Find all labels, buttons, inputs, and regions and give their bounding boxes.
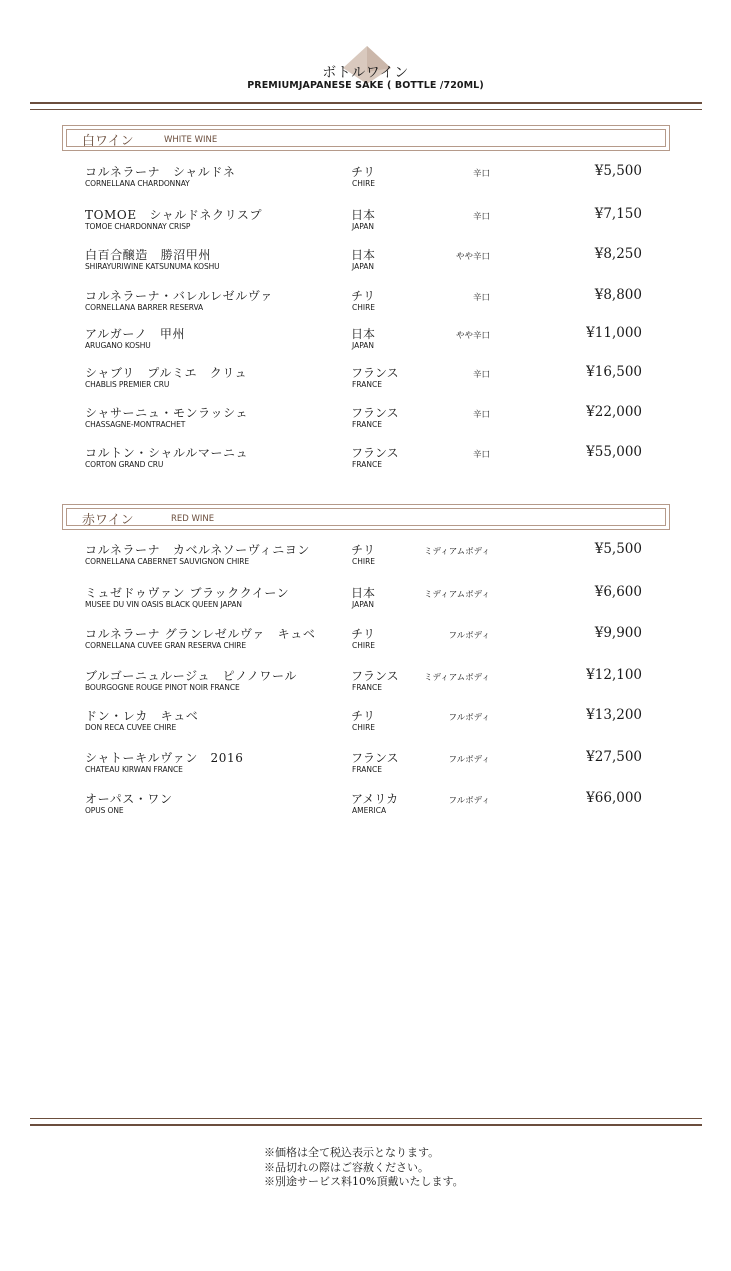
wine-origin-jp: 日本 xyxy=(351,586,376,600)
wine-name-en: CORTON GRAND CRU xyxy=(85,460,164,469)
wine-name-jp: シャブリ プルミエ クリュ xyxy=(85,366,248,380)
wine-origin-en: FRANCE xyxy=(352,765,382,774)
wine-origin-en: JAPAN xyxy=(352,600,374,609)
wine-origin-en: CHIRE xyxy=(352,723,376,732)
wine-origin-en: JAPAN xyxy=(352,222,374,231)
wine-price: ¥6,600 xyxy=(594,584,642,600)
wine-name-en: CORNELLANA CABERNET SAUVIGNON CHIRE xyxy=(85,557,249,566)
wine-origin-jp: チリ xyxy=(351,543,376,557)
wine-name-en: CHATEAU KIRWAN FRANCE xyxy=(85,765,183,774)
wine-taste: ミディアムボディ xyxy=(423,547,490,557)
wine-origin-jp: 日本 xyxy=(351,327,376,341)
wine-row xyxy=(0,584,731,614)
wine-origin-en: JAPAN xyxy=(352,341,374,350)
wine-origin-jp: チリ xyxy=(351,709,376,723)
wine-origin-en: FRANCE xyxy=(352,420,382,429)
wine-taste: 辛口 xyxy=(472,212,490,222)
wine-origin-en: CHIRE xyxy=(352,179,376,188)
section-title-en: RED WINE xyxy=(171,514,215,524)
wine-row xyxy=(0,667,731,697)
wine-taste: 辛口 xyxy=(472,293,490,303)
wine-name-jp: コルネラーナ シャルドネ xyxy=(85,165,236,179)
wine-name-en: OPUS ONE xyxy=(85,806,124,815)
wine-price: ¥27,500 xyxy=(586,749,642,765)
page-subtitle: PREMIUMJAPANESE SAKE ( BOTTLE /720ML) xyxy=(247,80,484,91)
wine-taste: ミディアムボディ xyxy=(423,590,490,600)
wine-row xyxy=(0,364,731,394)
wine-price: ¥22,000 xyxy=(586,404,642,420)
wine-row xyxy=(0,707,731,737)
wine-taste: フルボディ xyxy=(448,713,490,723)
wine-name-jp: コルトン・シャルルマーニュ xyxy=(85,446,249,460)
wine-row xyxy=(0,325,731,355)
white-wine-section-header xyxy=(62,125,670,151)
wine-price: ¥11,000 xyxy=(586,325,642,341)
wine-name-en: CHASSAGNE-MONTRACHET xyxy=(85,420,186,429)
wine-price: ¥8,800 xyxy=(594,287,642,303)
note-service-charge: ※別途サービス料10%頂戴いたします。 xyxy=(264,1175,464,1188)
wine-name-jp: アルガーノ 甲州 xyxy=(85,327,186,341)
wine-taste: 辛口 xyxy=(472,370,490,380)
wine-price: ¥8,250 xyxy=(594,246,642,262)
section-title-en: WHITE WINE xyxy=(164,135,218,145)
wine-row xyxy=(0,163,731,193)
wine-row xyxy=(0,444,731,474)
wine-price: ¥5,500 xyxy=(594,541,642,557)
wine-taste: 辛口 xyxy=(472,169,490,179)
section-title-jp: 赤ワイン xyxy=(82,513,134,528)
wine-row xyxy=(0,541,731,571)
top-divider xyxy=(30,102,702,110)
wine-origin-en: JAPAN xyxy=(352,262,374,271)
wine-row xyxy=(0,790,731,820)
wine-price: ¥66,000 xyxy=(586,790,642,806)
wine-origin-jp: 日本 xyxy=(351,248,376,262)
wine-name-en: DON RECA CUVEE CHIRE xyxy=(85,723,177,732)
wine-price: ¥5,500 xyxy=(594,163,642,179)
wine-name-jp: コルネラーナ カベルネソーヴィニヨン xyxy=(85,543,311,557)
wine-price: ¥16,500 xyxy=(586,364,642,380)
wine-origin-jp: フランス xyxy=(351,366,399,380)
wine-origin-en: CHIRE xyxy=(352,641,376,650)
red-wine-section-header xyxy=(62,504,670,530)
wine-price: ¥12,100 xyxy=(586,667,642,683)
wine-origin-jp: フランス xyxy=(351,751,399,765)
wine-row xyxy=(0,404,731,434)
wine-name-en: MUSEE DU VIN OASIS BLACK QUEEN JAPAN xyxy=(85,600,242,609)
wine-name-jp: ドン・レカ キュベ xyxy=(85,709,199,723)
wine-name-en: SHIRAYURIWINE KATSUNUMA KOSHU xyxy=(85,262,220,271)
wine-name-jp: 白百合醸造 勝沼甲州 xyxy=(85,248,212,262)
wine-name-en: TOMOE CHARDONNAY CRISP xyxy=(85,222,191,231)
wine-taste: フルボディ xyxy=(448,631,490,641)
wine-row xyxy=(0,749,731,779)
wine-name-en: BOURGOGNE ROUGE PINOT NOIR FRANCE xyxy=(85,683,240,692)
wine-name-jp: コルネラーナ グランレゼルヴァ キュベ xyxy=(85,627,316,641)
wine-row xyxy=(0,206,731,236)
wine-taste: フルボディ xyxy=(448,755,490,765)
wine-row xyxy=(0,625,731,655)
wine-row xyxy=(0,287,731,317)
wine-taste: フルボディ xyxy=(448,796,490,806)
wine-origin-jp: フランス xyxy=(351,446,399,460)
wine-origin-jp: 日本 xyxy=(351,208,376,222)
wine-origin-en: FRANCE xyxy=(352,683,382,692)
wine-origin-jp: チリ xyxy=(351,165,376,179)
wine-name-en: CORNELLANA BARRER RESERVA xyxy=(85,303,204,312)
page-title: ボトルワイン xyxy=(322,65,409,81)
wine-name-jp: コルネラーナ・バレルレゼルヴァ xyxy=(85,289,273,303)
note-tax: ※価格は全て税込表示となります。 xyxy=(264,1146,440,1159)
wine-price: ¥9,900 xyxy=(594,625,642,641)
wine-name-en: ARUGANO KOSHU xyxy=(85,341,151,350)
wine-name-jp: ミュゼドゥヴァン ブラッククイーン xyxy=(85,586,290,600)
wine-origin-en: FRANCE xyxy=(352,380,382,389)
wine-name-en: CORNELLANA CUVEE GRAN RESERVA CHIRE xyxy=(85,641,247,650)
wine-name-jp: オーパス・ワン xyxy=(85,792,173,806)
wine-taste: 辛口 xyxy=(472,450,490,460)
wine-name-en: CORNELLANA CHARDONNAY xyxy=(85,179,190,188)
bottom-divider xyxy=(30,1118,702,1126)
wine-taste: やや辛口 xyxy=(455,252,490,262)
section-title-jp: 白ワイン xyxy=(82,134,134,149)
note-sold-out: ※品切れの際はご容赦ください。 xyxy=(264,1160,429,1174)
wine-name-jp: TOMOE シャルドネクリスプ xyxy=(85,208,263,222)
wine-origin-jp: フランス xyxy=(351,406,399,420)
wine-origin-en: CHIRE xyxy=(352,303,376,312)
footer-notes xyxy=(0,1146,731,1190)
wine-price: ¥55,000 xyxy=(586,444,642,460)
wine-origin-jp: アメリカ xyxy=(351,792,399,806)
wine-origin-en: AMERICA xyxy=(352,806,387,815)
wine-name-jp: ブルゴーニュルージュ ピノノワール xyxy=(85,669,297,683)
wine-origin-en: FRANCE xyxy=(352,460,382,469)
wine-origin-jp: チリ xyxy=(351,627,376,641)
wine-taste: 辛口 xyxy=(472,410,490,420)
wine-origin-jp: チリ xyxy=(351,289,376,303)
wine-name-jp: シャトーキルヴァン 2016 xyxy=(85,751,244,765)
wine-origin-jp: フランス xyxy=(351,669,399,683)
wine-name-jp: シャサーニュ・モンラッシェ xyxy=(85,406,249,420)
wine-price: ¥7,150 xyxy=(594,206,642,222)
wine-origin-en: CHIRE xyxy=(352,557,376,566)
wine-taste: ミディアムボディ xyxy=(423,673,490,683)
wine-price: ¥13,200 xyxy=(586,707,642,723)
wine-taste: やや辛口 xyxy=(455,331,490,341)
wine-name-en: CHABLIS PREMIER CRU xyxy=(85,380,170,389)
wine-row xyxy=(0,246,731,276)
